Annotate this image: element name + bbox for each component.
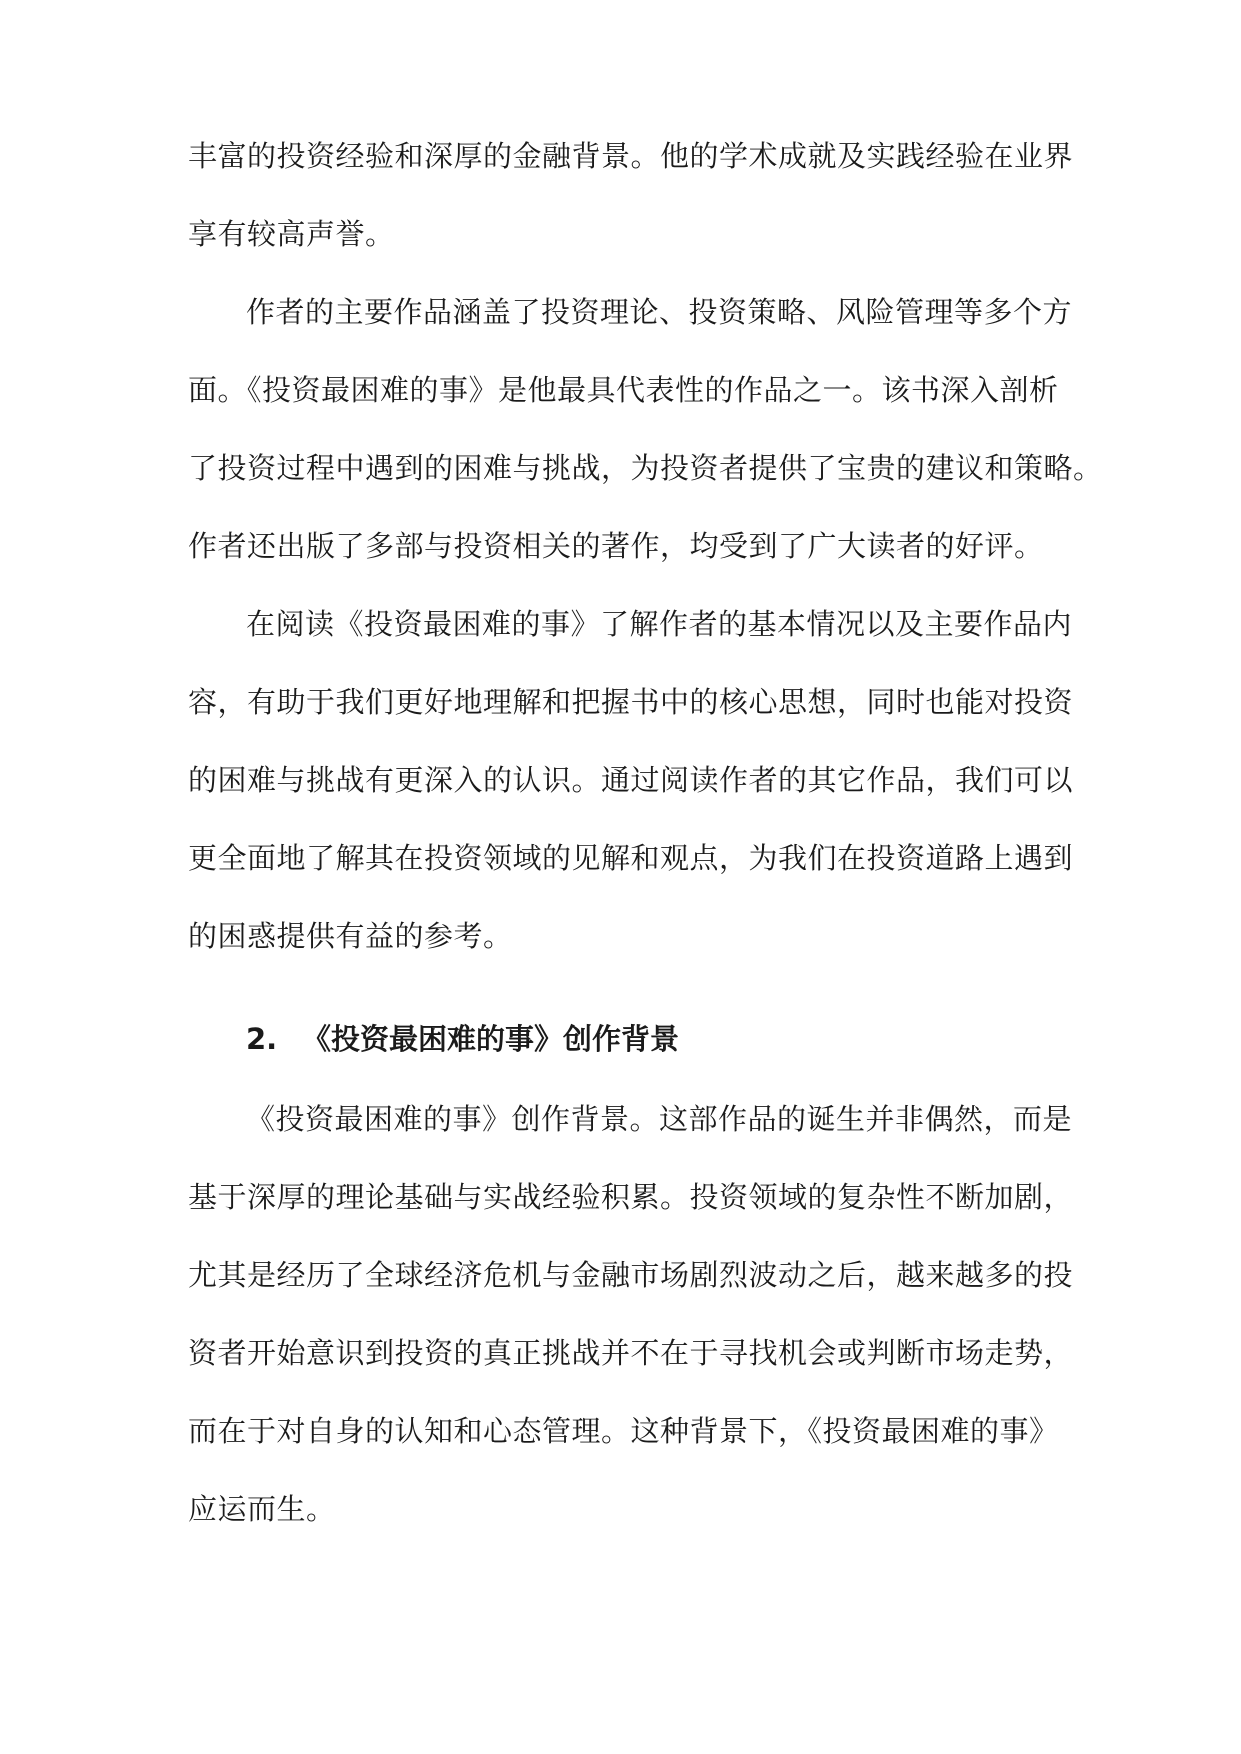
- text-line: 容，有助于我们更好地理解和把握书中的核心思想，同时也能对投资: [188, 685, 1074, 719]
- text-line: 应运而生。: [188, 1492, 336, 1526]
- text-line: 的困惑提供有益的参考。: [188, 919, 513, 953]
- section-heading: [246, 1000, 679, 1078]
- section-number: 2.: [246, 1022, 278, 1056]
- text-line: 资者开始意识到投资的真正挑战并不在于寻找机会或判断市场走势，: [188, 1336, 1074, 1370]
- text-line: 了投资过程中遇到的困难与挑战，为投资者提供了宝贵的建议和策略。: [188, 451, 1103, 485]
- text-line: 尤其是经历了全球经济危机与金融市场剧烈波动之后，越来越多的投: [188, 1258, 1074, 1292]
- text-line: 基于深厚的理论基础与实战经验积累。投资领域的复杂性不断加剧，: [188, 1180, 1074, 1214]
- text-line: 丰富的投资经验和深厚的金融背景。他的学术成就及实践经验在业界: [188, 139, 1074, 173]
- paragraph-2: [188, 273, 1103, 585]
- section-title: 《投资最困难的事》创作背景: [302, 1022, 680, 1056]
- paragraph-4: [188, 1080, 1074, 1548]
- text-line: 在阅读《投资最困难的事》了解作者的基本情况以及主要作品内: [246, 607, 1073, 641]
- paragraph-3: [188, 585, 1074, 975]
- text-line: 而在于对自身的认知和心态管理。这种背景下，《投资最困难的事》: [188, 1414, 1059, 1448]
- text-line: 更全面地了解其在投资领域的见解和观点，为我们在投资道路上遇到: [188, 841, 1074, 875]
- text-line: 面。《投资最困难的事》是他最具代表性的作品之一。该书深入剖析: [188, 373, 1059, 407]
- text-line: 作者还出版了多部与投资相关的著作，均受到了广大读者的好评。: [188, 529, 1044, 563]
- text-line: 作者的主要作品涵盖了投资理论、投资策略、风险管理等多个方: [246, 295, 1073, 329]
- paragraph-1: [188, 117, 1074, 273]
- text-line: 享有较高声誉。: [188, 217, 395, 251]
- text-line: 《投资最困难的事》创作背景。这部作品的诞生并非偶然，而是: [246, 1102, 1073, 1136]
- text-line: 的困难与挑战有更深入的认识。通过阅读作者的其它作品，我们可以: [188, 763, 1074, 797]
